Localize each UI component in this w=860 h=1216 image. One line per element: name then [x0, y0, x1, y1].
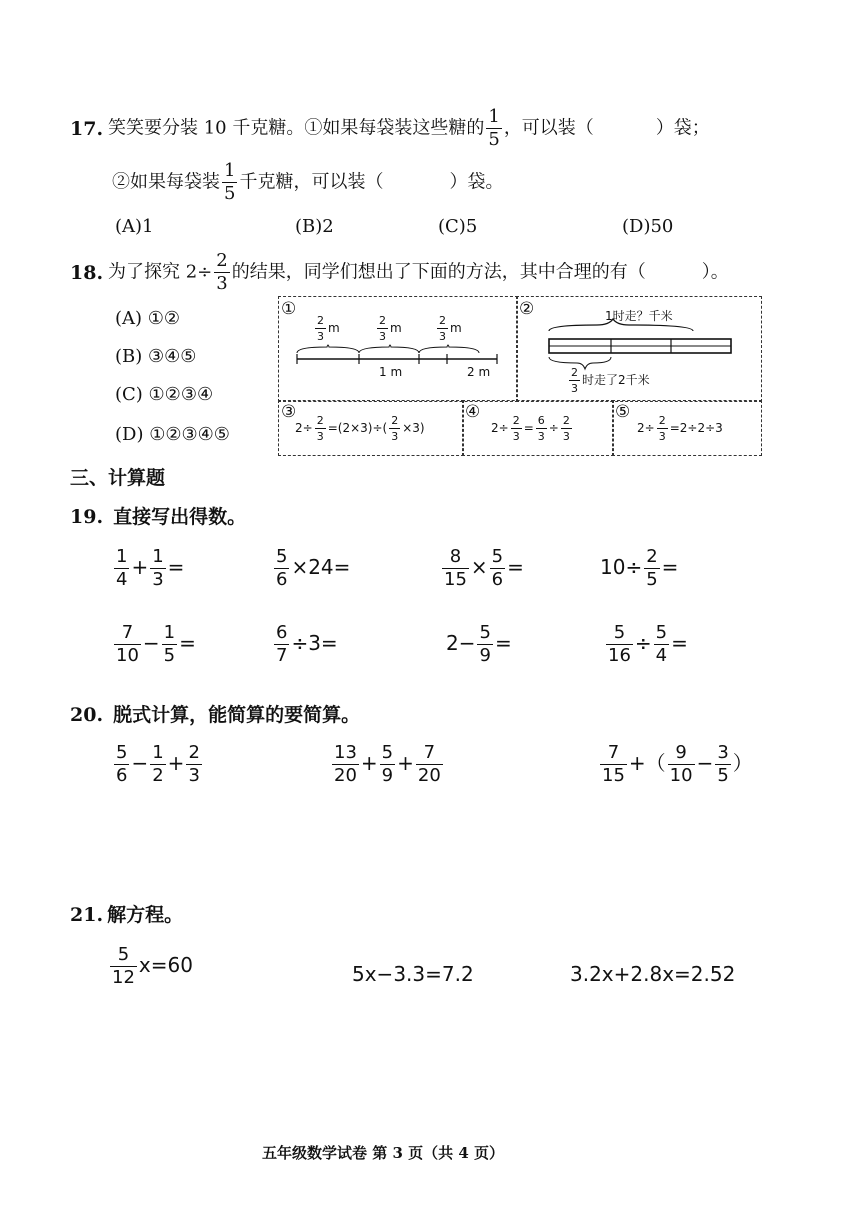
q19-expr-2: $\frac{5}{6}$ ×24=: [276, 546, 351, 590]
panel-4-expression: 2÷ $\frac{2}{3}$ = $\frac{6}{3}$ ÷ $\frac{2}{3}$: [491, 414, 570, 443]
q19-expr-5: $\frac{7}{10}$ − $\frac{1}{5}$ =: [116, 622, 196, 666]
panel-2-marker: ②: [519, 299, 535, 319]
q19-expr-8: $\frac{5}{16}$ ÷ $\frac{5}{4}$ =: [608, 622, 688, 666]
q21-eq-2: 5x−3.3=7.2: [352, 962, 474, 986]
panel-4-marker: ④: [465, 402, 481, 422]
segment-label-1: $\frac{2}{3}$ m: [317, 314, 340, 343]
q18-option-d[interactable]: (D) ①②③④⑤: [115, 424, 230, 445]
q18-panel-2: [516, 296, 762, 402]
q17-option-a[interactable]: (A)1: [115, 216, 154, 237]
q21-eq-1: $\frac{5}{12}$ x=60: [112, 944, 193, 988]
segment-label-2: $\frac{2}{3}$ m: [379, 314, 402, 343]
page-footer: 五年级数学试卷 第 3 页（共 4 页）: [262, 1144, 504, 1162]
q20-expr-3: $\frac{7}{15}$ +（ $\frac{9}{10}$ − $\frac{3}{5}$ ）: [602, 742, 753, 786]
top-label: 1时走？千米: [605, 309, 673, 323]
panel-3-expression: 2÷ $\frac{2}{3}$ =(2×3)÷( $\frac{2}{3}$ ×3): [295, 414, 425, 443]
q17-option-d[interactable]: (D)50: [622, 216, 674, 237]
q20-expr-1: $\frac{5}{6}$ − $\frac{1}{2}$ + $\frac{2}{3}$: [116, 742, 200, 786]
q19-expr-6: $\frac{6}{7}$ ÷3=: [276, 622, 338, 666]
q18-option-c[interactable]: (C) ①②③④: [115, 384, 214, 405]
bottom-label: $\frac{2}{3}$ 时走了2千米: [571, 366, 650, 395]
q19-expr-4: 10÷ $\frac{2}{5}$ =: [600, 546, 679, 590]
q18-option-a[interactable]: (A) ①②: [115, 308, 181, 329]
q20-header: 20. 脱式计算，能简算的要简算。: [70, 704, 361, 726]
panel-1-marker: ①: [281, 299, 297, 319]
q18-option-b[interactable]: (B) ③④⑤: [115, 346, 197, 367]
q17-line2: ②如果每袋装 $\frac{1}{5}$ 千克糖，可以装（ ）袋。: [112, 160, 504, 204]
section-3-title: 三、计算题: [70, 467, 166, 489]
q21-eq-3: 3.2x+2.8x=2.52: [570, 962, 736, 986]
axis-label-1m: 1 m: [379, 365, 403, 379]
q18-text: 为了探究 2÷ $\frac{2}{3}$ 的结果，同学们想出了下面的方法，其中合理的有（ ）。: [108, 250, 729, 294]
axis-label-2m: 2 m: [467, 365, 491, 379]
panel-5-expression: 2÷ $\frac{2}{3}$ =2÷2÷3: [637, 414, 723, 443]
q17-fraction-1: $\frac{1}{5}$: [488, 106, 500, 150]
q19-expr-1: $\frac{1}{4}$ + $\frac{1}{3}$ =: [116, 546, 185, 590]
q18-panel-4: [462, 400, 614, 456]
q17-line1-text: 笑笑要分装 10 千克糖。①如果每袋装这些糖的: [108, 117, 485, 139]
q17-option-c[interactable]: (C)5: [438, 216, 478, 237]
q17-number: 17.: [70, 118, 104, 140]
q17-option-b[interactable]: (B)2: [295, 216, 334, 237]
q19-expr-7: 2− $\frac{5}{9}$ =: [446, 622, 512, 666]
q18-panel-5: [612, 400, 762, 456]
panel-5-marker: ⑤: [615, 402, 631, 422]
q18-fraction: $\frac{2}{3}$: [216, 250, 228, 294]
q19-header: 19. 直接写出得数。: [70, 506, 247, 528]
segment-label-3: $\frac{2}{3}$ m: [439, 314, 462, 343]
q20-expr-2: $\frac{13}{20}$ + $\frac{5}{9}$ + $\frac{7}{20}$: [334, 742, 441, 786]
panel-3-marker: ③: [281, 402, 297, 422]
q19-expr-3: $\frac{8}{15}$ × $\frac{5}{6}$ =: [444, 546, 524, 590]
q17-fraction-2: $\frac{1}{5}$: [224, 160, 236, 204]
q18-panel-3: [278, 400, 464, 456]
segment-diagram: [279, 297, 517, 401]
q21-header: 21. 解方程。: [70, 904, 184, 926]
q18-number: 18.: [70, 262, 104, 284]
q17-line1: 笑笑要分装 10 千克糖。①如果每袋装这些糖的 $\frac{1}{5}$ ，可以装（ ）袋；: [108, 106, 710, 150]
q18-panel-1: [278, 296, 518, 402]
